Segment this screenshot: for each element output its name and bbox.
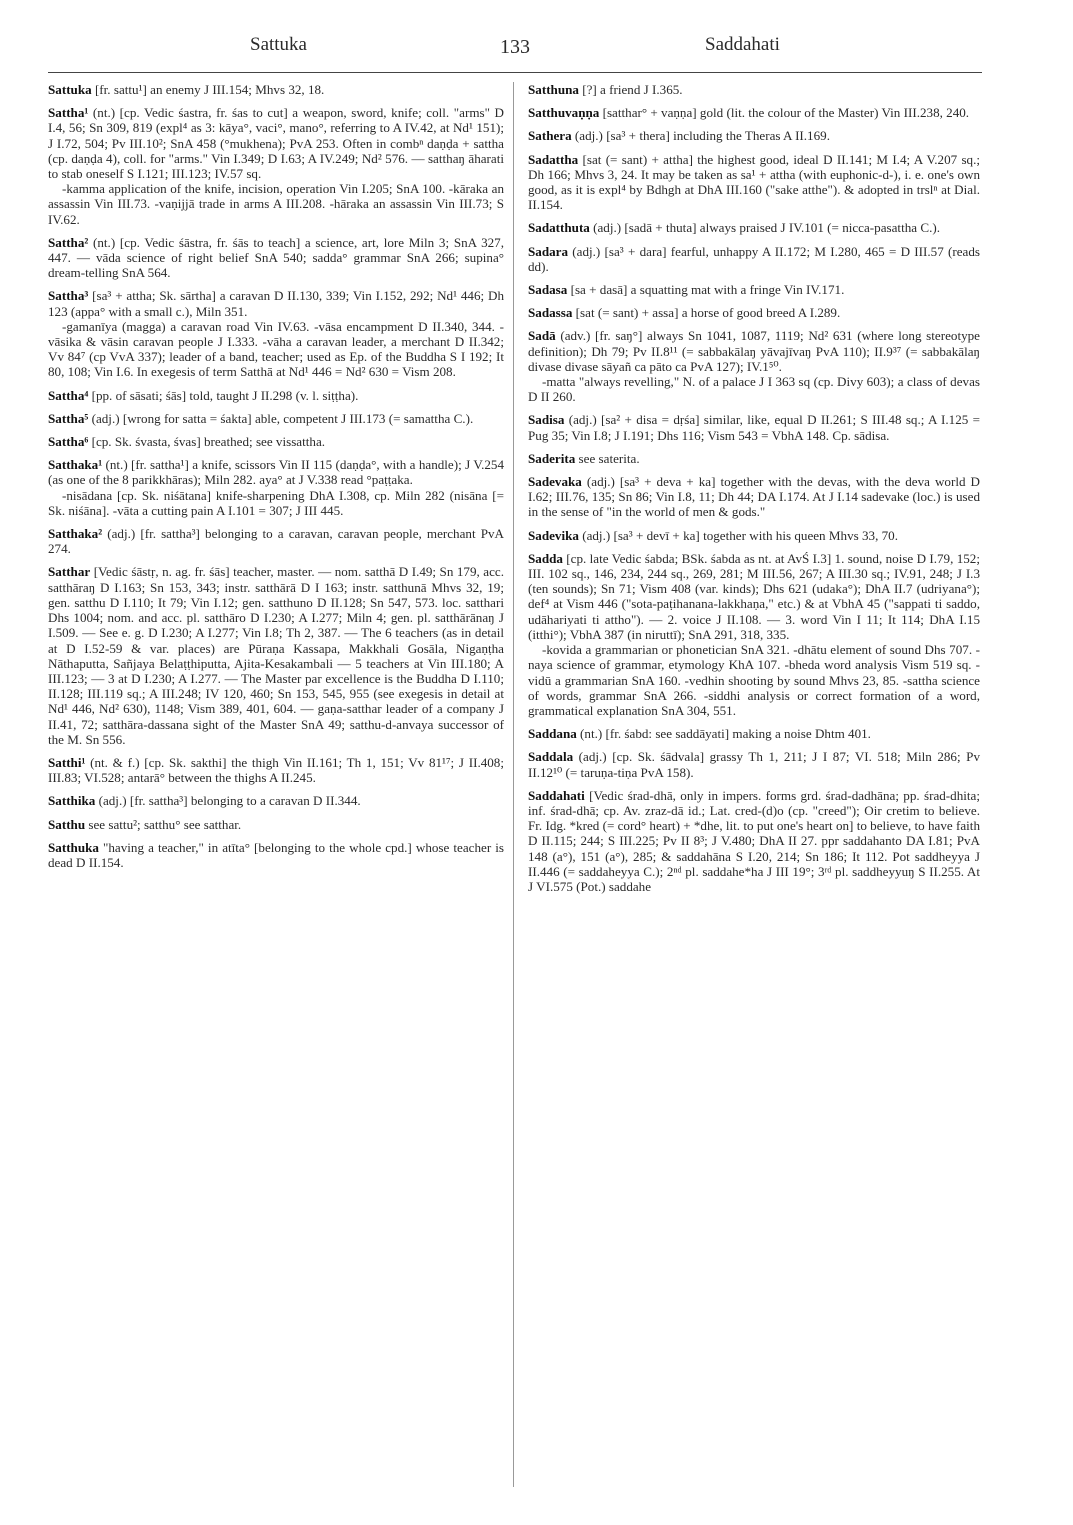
dictionary-entry (48, 235, 504, 281)
dictionary-entry (48, 793, 504, 808)
dictionary-entry (48, 457, 504, 518)
dictionary-entry (528, 244, 980, 274)
entry-definition: see saterita. (575, 450, 640, 466)
entry-definition: (adv.) [fr. saŋ°] always Sn 1041, 1087, 1119; Nd² 631 (where long stereotype definition); Dh 79; Pv II.8¹¹ (= sabbakālaŋ yāvajīvaŋ PvA 110); II.9³⁷ (= sabbakālaŋ divase divase sāyañ ca pāto ca PvA 127); IV.1⁵⁰. (528, 328, 980, 374)
entry-headword: Satthaka¹ (48, 457, 103, 473)
entry-headword: Satthu (48, 816, 86, 832)
entry-compounds: -gamanīya (magga) a caravan road Vin IV.63. -vāsa encampment D II.340, 344. -vāsika & vāsin caravan people J I.333. -vāha a caravan leader, a merchant D II.342; Vv 84⁷ (cp VvA 337); leader of a band, teacher; used as Ep. of the Buddha S I 192; It 80, 108; Vin I.6. In exegesis of term Satthā at Nd¹ 446 = Nd² 630 = Vism 208. (48, 318, 504, 380)
entry-headword: Satthaka² (48, 526, 103, 542)
dictionary-entry (48, 388, 504, 403)
entry-definition: [pp. of sāsati; śās] told, taught J II.298 (v. l. siṭṭha). (88, 387, 359, 403)
entry-headword: Sattha⁵ (48, 410, 89, 426)
entry-text (48, 411, 504, 426)
right-column (528, 82, 980, 902)
entry-compounds: -matta "always revelling," N. of a palace J I 363 sq (cp. Divy 603); a class of devas D II 260. (528, 374, 980, 405)
entry-text (48, 793, 504, 808)
entry-definition: (adj.) [fr. sattha³] belonging to a caravan, caravan people, merchant PvA 274. (48, 526, 504, 557)
entry-headword: Saddana (528, 726, 577, 742)
entry-headword: Satthi¹ (48, 754, 86, 770)
column-divider (513, 82, 514, 1487)
entry-headword: Satthuna (528, 82, 579, 97)
entry-headword: Saddala (528, 749, 574, 765)
entry-headword: Satthuvaṇṇa (528, 105, 600, 121)
entry-headword: Sattha² (48, 234, 89, 250)
entry-headword: Satthar (48, 564, 91, 580)
entry-definition: (adj.) [sa³ + dara] fearful, unhappy A II.172; M I.280, 465 = D III.57 (reads dd). (528, 243, 980, 274)
entry-definition: (nt.) [cp. Vedic śastra, fr. śas to cut] a weapon, sword, knife; coll. "arms" D I.4, 56; Sn 309, 819 (expl⁴ as 3: kāya°, vaci°, mano°, referring to A IV.42, at Nd¹ 151); J I.72, 504; Pv III.10²; SnA 458 (°mukhena); PvA 253. Often in combⁿ daṇḍa + sattha (cp. daṇḍa 4), coll. for "arms." Vin I.349; D I.63; A IV.249; Nd² 576. — satthaŋ āharati to stab oneself S I.121; III.123; IV.57 sq. (48, 105, 504, 182)
entry-definition: [cp. Sk. śvasta, śvas] breathed; see vissattha. (88, 434, 326, 450)
entry-text (528, 128, 980, 143)
entry-definition: (nt.) [cp. Vedic śāstra, fr. śās to teach] a science, art, lore Miln 3; SnA 327, 447. — vāda science of right belief SnA 540; sadda° grammar SnA 266; supina° dream-telling SnA 564. (48, 234, 504, 281)
entry-text (528, 282, 980, 297)
entry-text (528, 220, 980, 235)
dictionary-entry (528, 412, 980, 442)
dictionary-entry (528, 788, 980, 894)
dictionary-entry (528, 152, 980, 213)
entry-text (528, 474, 980, 520)
page-header (0, 34, 1073, 64)
dictionary-entry (48, 526, 504, 556)
entry-definition: (nt.) [fr. śabd: see saddāyati] making a noise Dhtm 401. (576, 726, 871, 742)
entry-definition: (adj.) [sa³ + devī + ka] together with his queen Mhvs 33, 70. (578, 527, 898, 543)
entry-compounds: -nisādana [cp. Sk. niśātana] knife-sharpening DhA I.308, cp. Miln 282 (nisāna [= Sk. niśāna]. -vāta a cutting pain A I.101 = 307; J III 445. (48, 487, 504, 518)
entry-definition: see sattu²; satthu° see satthar. (85, 816, 242, 832)
entry-definition: (adj.) [sadā + thuta] always praised J IV.101 (= nicca-pasattha C.). (589, 220, 940, 236)
entry-definition: (adj.) [sa³ + thera] including the Theras A II.169. (571, 128, 830, 144)
entry-headword: Sadasa (528, 282, 568, 298)
entry-text (528, 451, 980, 466)
header-right-guideword: Saddahati (705, 34, 780, 55)
left-column (48, 82, 504, 878)
entry-definition: [sa + dasā] a squatting mat with a fringe Vin IV.171. (567, 282, 845, 298)
entry-headword: Saderita (528, 450, 576, 466)
entry-text (528, 551, 980, 642)
dictionary-entry (528, 220, 980, 235)
dictionary-entry (528, 282, 980, 297)
entry-headword: Sadisa (528, 412, 565, 428)
entry-text (48, 388, 504, 403)
header-rule (48, 72, 982, 73)
entry-text (48, 235, 504, 281)
entry-definition: [satthar° + vaṇṇa] gold (lit. the colour of the Master) Vin III.238, 240. (599, 105, 970, 121)
entry-text (528, 105, 980, 120)
dictionary-entry (528, 749, 980, 779)
entry-definition: (nt.) [fr. sattha¹] a knife, scissors Vin II 115 (daṇḍa°, with a handle); J V.254 (as one of the 8 parikkhāras); Miln 282. aya° at J V.338 read °paṭṭaka. (48, 457, 504, 488)
entry-text (528, 328, 980, 374)
entry-headword: Sadā (528, 328, 556, 344)
entry-headword: Satthika (48, 793, 96, 809)
entry-text (48, 288, 504, 318)
entry-text (528, 412, 980, 442)
entry-headword: Sadattha (528, 151, 579, 167)
entry-definition: [cp. late Vedic śabda; BSk. śabda as nt. at AvŚ I.3] 1. sound, noise D I.79, 152; III. 102 sq., 146, 234, 244 sq., 269, 281; M III.56, 267; A III.30 sq.; IV.91, 248; J I.3 (ten sounds); Sn 71; Vism 408 (var. kinds); Dhs 621 (udaka°); DhA II.7 (udriyana°); def⁴ at Vism 446 ("sota-paṭihanana-lakkhaṇa," etc.) & at VbhA 45 ("sappati ti saddo, udāhariyati ti attho"). — 2. voice J II.108. — 3. word Vin I 11; It 114; DhA I.15 (itthi°); VbhA 387 (in niruttī); SnA 291, 318, 335. (528, 550, 980, 642)
entry-definition: [Vedic śāstṛ, n. ag. fr. śās] teacher, master. — nom. satthā D I.49; Sn 179, acc. satthāraŋ D I.163; Sn 153, 343; instr. satthārā D I 163; instr. satthunā Mhvs 32, 19; gen. satthu D I.110; It 79; Vin I.12; gen. satthuno D II.128; Sn 547, 573. loc. satthari Dhs 1004; nom. and acc. pl. satthāro D I.230; A I.277; Miln 4; gen. pl. satthārānaŋ J I.509. — See e. g. D I.230; A I.277; Vin I.8; Th 2, 387. — The 6 teachers (as in detail at D I.52-59 & var. places) are Pūraṇa Kassapa, Makkhali Gosāla, Nigaṇṭha Nāthaputta, Sañjaya Belaṭṭhiputta, Ajita-Kesakambali — 5 teachers at Vin III.180; A III.123; — 3 at D I.230; A I.277. — The Master par excellence is the Buddha D I.110; II.128; III.119 sq.; A III.248; IV 120, 460; Sn 153, 545, 955 (see exegesis in detail at Nd¹ 446, Nd² 630), 1148; Vism 389, 401, 604. — gaṇa-satthar leader of a company J II.41, 72; satthāra-dassana sight of the Master SnA 49; satthu-d-anvaya successor of the M. Sn 556. (48, 564, 504, 747)
entry-text (48, 457, 504, 487)
entry-text (528, 244, 980, 274)
entry-headword: Sadara (528, 243, 569, 259)
dictionary-entry (48, 817, 504, 832)
entry-text (528, 788, 980, 894)
entry-definition: (adj.) [fr. sattha³] belonging to a caravan D II.344. (95, 793, 361, 809)
entry-definition: (nt. & f.) [cp. Sk. sakthi] the thigh Vin II.161; Th 1, 151; Vv 81¹⁷; J II.408; III.83; VI.528; antarā° between the thighs A II.245. (48, 754, 504, 786)
dictionary-entry (48, 755, 504, 785)
entry-headword: Sadevaka (528, 474, 582, 490)
entry-headword: Sathera (528, 128, 572, 144)
dictionary-entry (48, 434, 504, 449)
entry-headword: Sadda (528, 550, 563, 566)
dictionary-entry (48, 82, 504, 97)
entry-definition: [?] a friend J I.365. (578, 82, 683, 97)
dictionary-entry (528, 305, 980, 320)
entry-definition: [Vedic śrad-dhā, only in impers. forms grd. śrad-dadhāna; pp. śrad-dhita; inf. śrad-dhā; cp. Av. zraz-dā id.; Lat. cred-(d)o (cp. "creed"); Oir cretim to believe. Fr. Idg. *kred (= cord° heart) + *dhe, lit. to put one's heart on] to believe, to have faith D II.115; 244; S III.225; Pv II 8³; J V.480; DhA II 27. ppr saddahanto DA I.81; PvA 148 (a°), 151 (a°), 285; & saddahāna S I.20, 214; Sn 186; It 112. Pot saddheyya J II.446 (= saddaheyya C.); 2ⁿᵈ pl. saddahe*ha J III 19°; 3ʳᵈ pl. saddheyyuŋ S II.255. At J VI.575 (Pot.) saddahe (528, 787, 980, 894)
entry-text (48, 82, 504, 97)
dictionary-entry (528, 474, 980, 520)
entry-definition: (adj.) [sa² + disa = dṛśa] similar, like, equal D II.261; S III.48 sq.; A I.125 = Pug 35; Vin I.8; J I.191; Dhs 116; Vism 543 = VbhA 148. Cp. sādisa. (528, 412, 980, 443)
entry-text (528, 726, 980, 741)
entry-text (48, 840, 504, 870)
dictionary-entry (528, 451, 980, 466)
entry-text (528, 152, 980, 213)
entry-definition: [sa³ + attha; Sk. sārtha] a caravan D II.130, 339; Vin I.152, 292; Nd¹ 446; Dh 123 (appa° with a small c.), Miln 351. (48, 288, 504, 319)
dictionary-entry (528, 82, 980, 97)
entry-headword: Saddahati (528, 787, 585, 803)
entry-headword: Satthuka (48, 839, 99, 855)
entry-text (48, 105, 504, 181)
dictionary-entry (528, 128, 980, 143)
entry-definition: [sat (= sant) + attha] the highest good, ideal D II.141; M I.4; A V.207 sq.; Dh 166; Mhvs 3, 24. It may be taken as sa¹ + attha (with euphonic-d-), i. e. one's own good, as it is expl⁴ by Bdhgh at DhA III.160 ("sake atthe"). & adopted in trslⁿ at Dial. II.154. (528, 151, 980, 213)
entry-definition: "having a teacher," in atīta° [belonging to the whole cpd.] whose teacher is dead D II.154. (48, 839, 504, 870)
entry-headword: Sattha³ (48, 288, 89, 304)
entry-definition: [fr. sattu¹] an enemy J III.154; Mhvs 32, 18. (91, 82, 325, 97)
header-left-guideword: Sattuka (250, 34, 307, 55)
entry-definition: (adj.) [wrong for satta = śakta] able, competent J III.173 (= samattha C.). (88, 410, 474, 426)
entry-headword: Sadassa (528, 305, 573, 321)
entry-definition: [sat (= sant) + assa] a horse of good breed A I.289. (572, 305, 841, 321)
entry-text (528, 305, 980, 320)
entry-headword: Sadevika (528, 527, 579, 543)
dictionary-entry (528, 328, 980, 404)
dictionary-entry (528, 528, 980, 543)
entry-headword: Sattha⁶ (48, 434, 89, 450)
dictionary-entry (528, 551, 980, 718)
entry-compounds: -kamma application of the knife, incision, operation Vin I.205; SnA 100. -kāraka an assassin Vin III.73. -vaṇijjā trade in arms A III.208. -hāraka an assassin Vin III.73; S IV.62. (48, 181, 504, 227)
dictionary-entry (48, 411, 504, 426)
entry-text (48, 434, 504, 449)
entry-text (48, 755, 504, 785)
dictionary-entry (528, 726, 980, 741)
page-number: 133 (500, 36, 530, 58)
entry-headword: Sattha¹ (48, 105, 89, 121)
entry-compounds: -kovida a grammarian or phonetician SnA 321. -dhātu element of sound Dhs 707. -naya science of grammar, etymology KhA 107. -bheda word analysis Vism 519 sq. -vidū a grammarian SnA 160. -vedhin shooting by sound Mhvs 23, 85. -sattha science of words, grammar SnA 266. -siddhi analysis or correct formation of a word, grammatical explanation SnA 304, 551. (528, 642, 980, 718)
entry-headword: Sattuka (48, 82, 92, 97)
entry-definition: (adj.) [cp. Sk. śādvala] grassy Th 1, 211; J I 87; VI. 518; Miln 286; Pv II.12¹⁰ (= taruṇa-tiṇa PvA 158). (528, 749, 980, 780)
entry-text (528, 749, 980, 779)
dictionary-entry (528, 105, 980, 120)
dictionary-entry (48, 840, 504, 870)
dictionary-entry (48, 105, 504, 227)
entry-definition: (adj.) [sa³ + deva + ka] together with the devas, with the deva world D I.62; III.76, 135; Sn 86; Vin I.8, 11; Dh 44; DA I.174. At J I.14 sadevake (loc.) is used in the sense of "in the world of men & gods." (528, 474, 980, 520)
entry-text (48, 564, 504, 746)
entry-text (48, 526, 504, 556)
dictionary-entry (48, 288, 504, 379)
dictionary-entry (48, 564, 504, 746)
entry-headword: Sadatthuta (528, 220, 590, 236)
entry-headword: Sattha⁴ (48, 387, 89, 403)
entry-text (528, 82, 980, 97)
entry-text (528, 528, 980, 543)
entry-text (48, 817, 504, 832)
